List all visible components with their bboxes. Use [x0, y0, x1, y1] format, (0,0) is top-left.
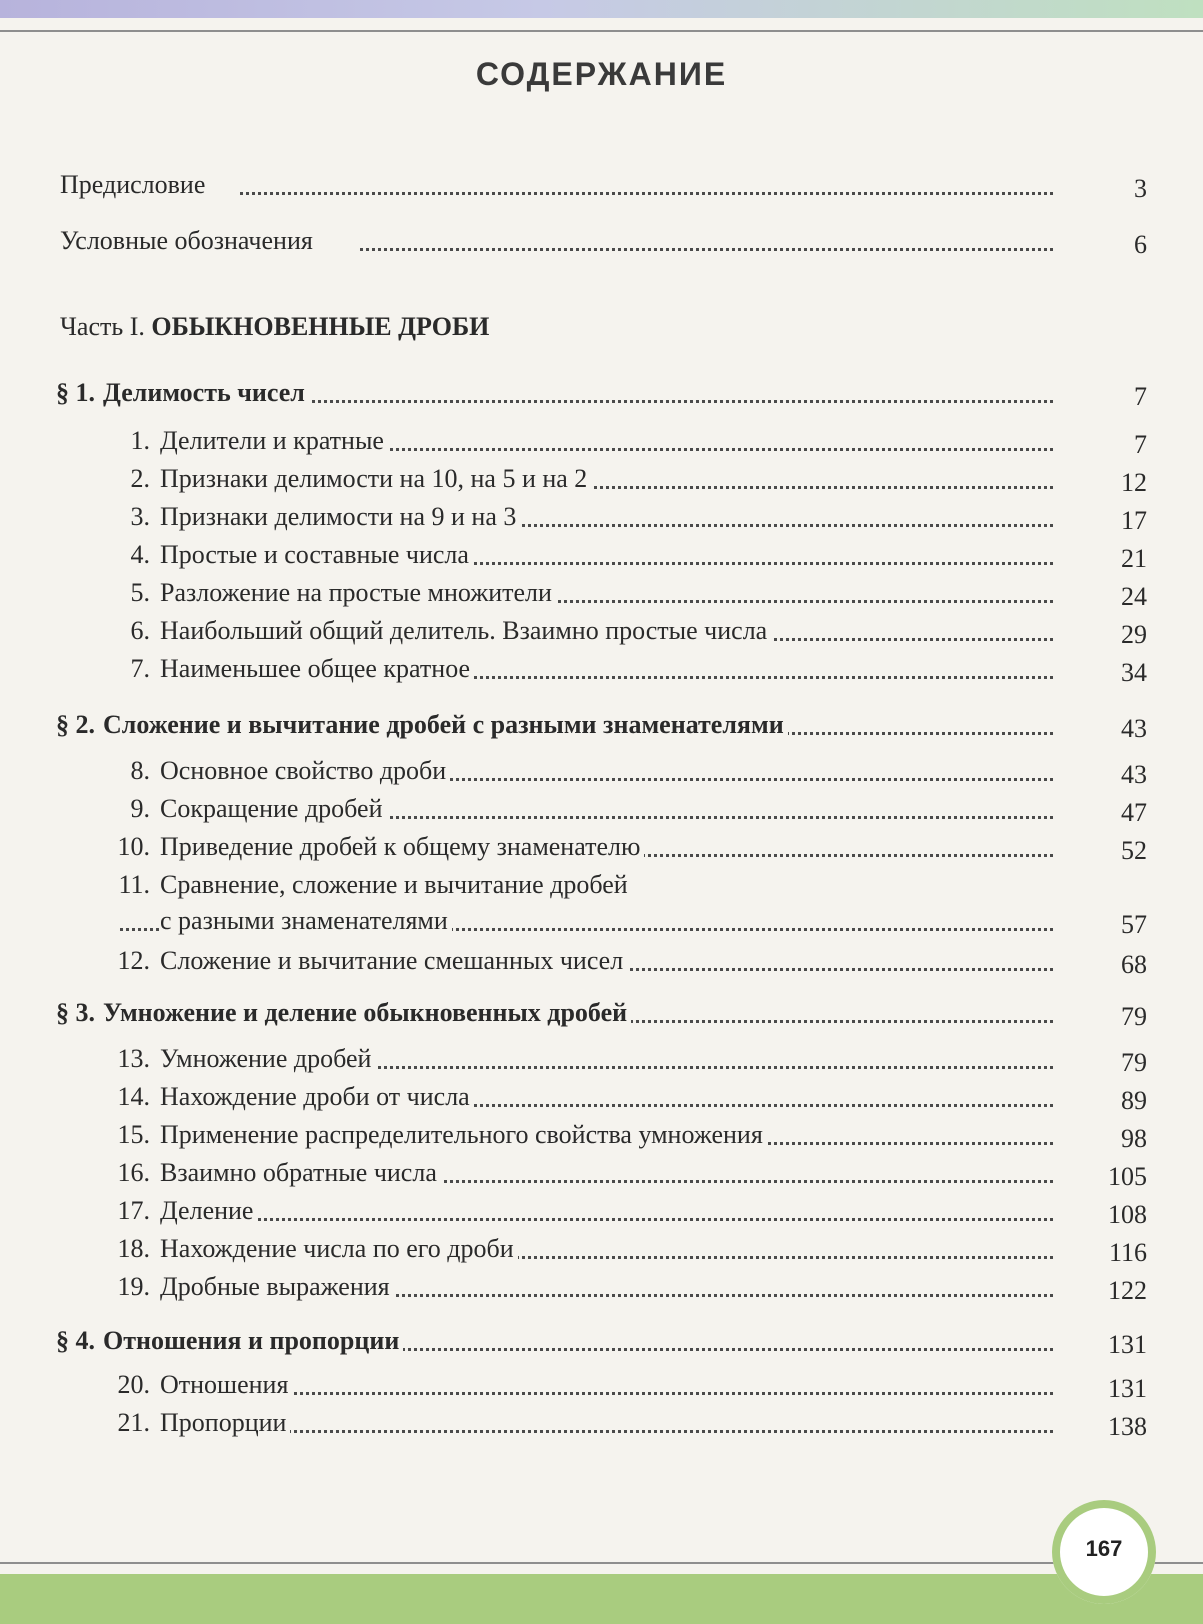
toc-label: [104, 538, 473, 572]
toc-number: 10.: [117, 832, 150, 861]
toc-label: [104, 830, 644, 864]
toc-page: 47: [1121, 798, 1147, 827]
toc-page: 122: [1108, 1276, 1147, 1305]
toc-page: 116: [1108, 1238, 1147, 1267]
toc-number: 5.: [130, 578, 150, 607]
toc-title: Нахождение числа по его дроби: [160, 1234, 514, 1263]
toc-title: с разными знаменателями: [160, 906, 448, 935]
toc-label: Условные обозначения: [60, 224, 317, 258]
toc-title: Простые и составные числа: [160, 540, 469, 569]
section-number: § 4.: [56, 1326, 95, 1355]
toc-label: [104, 868, 632, 902]
section-number: § 1.: [56, 378, 95, 407]
toc-label: [56, 376, 309, 410]
toc-item[interactable]: [0, 1156, 1203, 1196]
toc-label: [104, 1406, 290, 1440]
toc-number: 1.: [130, 426, 150, 455]
dot-leader: [360, 248, 1053, 251]
toc-page: 34: [1121, 658, 1147, 687]
toc-number: 8.: [130, 756, 150, 785]
toc-title: Сравнение, сложение и вычитание дробей: [160, 870, 628, 899]
toc-label: [104, 1232, 518, 1266]
toc-title: Приведение дробей к общему знаменателю: [160, 832, 641, 861]
toc-page: 138: [1108, 1412, 1147, 1441]
toc-label: [160, 904, 452, 938]
top-color-band: [0, 0, 1203, 18]
bottom-color-band: [0, 1574, 1203, 1624]
toc-number: 6.: [130, 616, 150, 645]
toc-page: 68: [1121, 950, 1147, 979]
toc-item[interactable]: [0, 1232, 1203, 1272]
toc-title: Делимость чисел: [103, 378, 305, 407]
dot-leader: [240, 192, 1053, 195]
toc-label: [104, 614, 771, 648]
toc-label: [56, 996, 631, 1030]
toc-label: [104, 792, 387, 826]
toc-number: 12.: [117, 946, 150, 975]
top-rule: [0, 30, 1203, 32]
toc-item[interactable]: [0, 1118, 1203, 1158]
toc-section[interactable]: [0, 1324, 1203, 1364]
toc-label: [104, 462, 591, 496]
toc-number: 20.: [117, 1370, 150, 1399]
toc-label: [104, 1156, 441, 1190]
toc-label: [104, 944, 627, 978]
toc-label: [104, 754, 450, 788]
toc-title: Дробные выражения: [160, 1272, 390, 1301]
toc-number: 16.: [117, 1158, 150, 1187]
toc-section[interactable]: [0, 708, 1203, 748]
toc-title: Нахождение дроби от числа: [160, 1082, 470, 1111]
bottom-rule: [0, 1562, 1203, 1564]
toc-front-symbols[interactable]: [0, 224, 1203, 264]
toc-title: Пропорции: [160, 1408, 287, 1437]
toc-item[interactable]: [0, 500, 1203, 540]
toc-page: 17: [1121, 506, 1147, 535]
toc-item[interactable]: [0, 1080, 1203, 1120]
toc-label: [104, 576, 556, 610]
toc-label: [104, 1270, 394, 1304]
toc-number: 9.: [130, 794, 150, 823]
toc-title: Применение распределительного свойства умножения: [160, 1120, 763, 1149]
toc-title: Сокращение дробей: [160, 794, 383, 823]
toc-item[interactable]: [0, 792, 1203, 832]
toc-title: Сложение и вычитание смешанных чисел: [160, 946, 624, 975]
toc-section[interactable]: [0, 376, 1203, 416]
toc-page: 29: [1121, 620, 1147, 649]
page-title: СОДЕРЖАНИЕ: [475, 56, 728, 92]
toc-page: 89: [1121, 1086, 1147, 1115]
toc-item[interactable]: [0, 1368, 1203, 1408]
part-heading: [60, 312, 489, 342]
toc-number: 11.: [118, 870, 150, 899]
toc-label: [104, 1042, 375, 1076]
toc-front-preface[interactable]: [0, 168, 1203, 208]
toc-title: Признаки делимости на 10, на 5 и на 2: [160, 464, 588, 493]
toc-item[interactable]: [0, 1270, 1203, 1310]
toc-title: Признаки делимости на 9 и на 3: [160, 502, 517, 531]
toc-label: [104, 1194, 257, 1228]
page-number: 167: [1085, 1536, 1123, 1561]
toc-page: 57: [1121, 910, 1147, 939]
toc-title: Делители и кратные: [160, 426, 384, 455]
toc-item[interactable]: [0, 904, 1203, 944]
toc-page: 21: [1121, 544, 1147, 573]
toc-label: [104, 1368, 292, 1402]
toc-page: 131: [1108, 1330, 1147, 1359]
toc-number: 3.: [130, 502, 150, 531]
toc-item[interactable]: [0, 462, 1203, 502]
dot-leader: [120, 1218, 1053, 1221]
toc-page: 7: [1134, 430, 1147, 459]
toc-page: 24: [1121, 582, 1147, 611]
toc-item[interactable]: [0, 868, 1203, 908]
toc-item[interactable]: [0, 1042, 1203, 1082]
toc-page: 108: [1108, 1200, 1147, 1229]
toc-item[interactable]: [0, 944, 1203, 984]
toc-number: 4.: [130, 540, 150, 569]
part-prefix: Часть I.: [60, 312, 145, 341]
toc-section[interactable]: [0, 996, 1203, 1036]
section-number: § 2.: [56, 710, 95, 739]
toc-page: 79: [1121, 1002, 1147, 1031]
toc-page: 131: [1108, 1374, 1147, 1403]
toc-item[interactable]: [0, 424, 1203, 464]
toc-page: 6: [1134, 230, 1147, 259]
part-title: ОБЫКНОВЕННЫЕ ДРОБИ: [151, 312, 490, 341]
toc-title: Наименьшее общее кратное: [160, 654, 471, 683]
toc-number: 7.: [130, 654, 150, 683]
toc-item[interactable]: [0, 1406, 1203, 1446]
toc-label: [104, 1118, 767, 1152]
toc-label: [56, 708, 788, 742]
toc-title: Умножение и деление обыкновенных дробей: [103, 998, 628, 1027]
toc-page: 105: [1108, 1162, 1147, 1191]
toc-title: Отношения: [160, 1370, 289, 1399]
toc-item[interactable]: [0, 614, 1203, 654]
toc-number: 21.: [117, 1408, 150, 1437]
toc-title: Взаимно обратные числа: [160, 1158, 437, 1187]
toc-page: 3: [1134, 174, 1147, 203]
toc-label: [104, 1080, 474, 1114]
toc-number: 17.: [117, 1196, 150, 1225]
toc-page: 52: [1121, 836, 1147, 865]
toc-title: Деление: [160, 1196, 254, 1225]
toc-page: 12: [1121, 468, 1147, 497]
section-number: § 3.: [56, 998, 95, 1027]
toc-number: 19.: [117, 1272, 150, 1301]
toc-number: 14.: [117, 1082, 150, 1111]
toc-label: [104, 500, 520, 534]
toc-title: Умножение дробей: [160, 1044, 372, 1073]
toc-label: [104, 424, 388, 458]
toc-item[interactable]: [0, 652, 1203, 692]
toc-title: Наибольший общий делитель. Взаимно простые числа: [160, 616, 768, 645]
toc-page: 79: [1121, 1048, 1147, 1077]
toc-title: Разложение на простые множители: [160, 578, 552, 607]
toc-page: 43: [1121, 714, 1147, 743]
toc-item[interactable]: [0, 830, 1203, 870]
toc-number: 18.: [117, 1234, 150, 1263]
toc-number: 13.: [117, 1044, 150, 1073]
toc-title: Основное свойство дроби: [160, 756, 447, 785]
toc-item[interactable]: [0, 1194, 1203, 1234]
toc-page: 43: [1121, 760, 1147, 789]
toc-title: Сложение и вычитание дробей с разными знаменателями: [103, 710, 784, 739]
toc-label: Предисловие: [60, 168, 209, 202]
toc-page: 7: [1134, 382, 1147, 411]
toc-page: 98: [1121, 1124, 1147, 1153]
toc-title: Отношения и пропорции: [103, 1326, 400, 1355]
toc-item[interactable]: [0, 576, 1203, 616]
toc-number: 15.: [117, 1120, 150, 1149]
toc-item[interactable]: [0, 754, 1203, 794]
toc-label: [56, 1324, 403, 1358]
toc-item[interactable]: [0, 538, 1203, 578]
toc-label: [104, 652, 474, 686]
toc-number: 2.: [130, 464, 150, 493]
